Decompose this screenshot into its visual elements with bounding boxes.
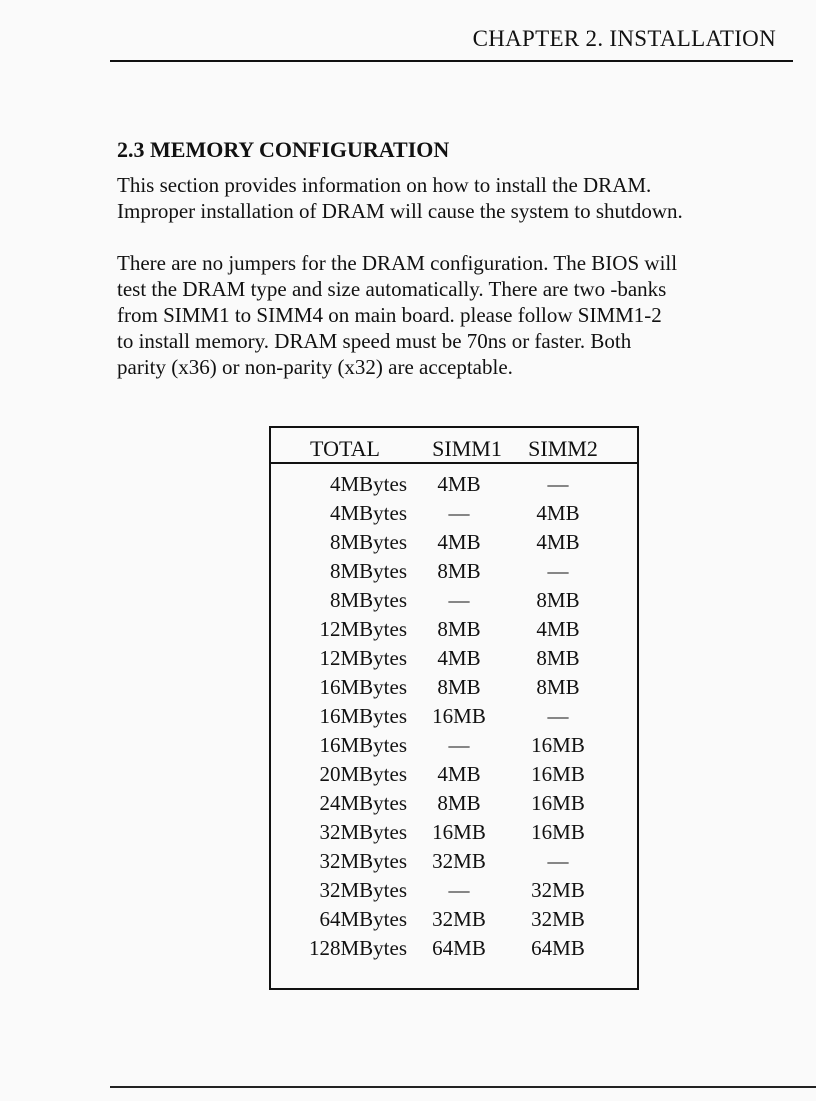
paragraph-line: This section provides information on how to install the DRAM. <box>117 173 652 197</box>
cell-total: 4MBytes <box>329 472 407 496</box>
paragraph-line: to install memory. DRAM speed must be 70ns or faster. Both <box>117 329 632 353</box>
cell-simm1: — <box>448 588 470 612</box>
table-row <box>271 760 637 789</box>
cell-simm2: 8MB <box>536 675 580 699</box>
cell-simm2: — <box>547 559 569 583</box>
paragraph-line: There are no jumpers for the DRAM configuration. The BIOS will <box>117 251 678 275</box>
cell-total: 12MBytes <box>319 617 407 641</box>
cell-simm1: 16MB <box>432 704 486 728</box>
cell-simm2: 16MB <box>531 762 585 786</box>
table-row <box>271 702 637 731</box>
cell-total: 12MBytes <box>319 646 407 670</box>
table-row <box>271 876 637 905</box>
table-row <box>271 586 637 615</box>
paragraph-line: test the DRAM type and size automatically. There are two -banks <box>117 277 667 301</box>
cell-simm1: 4MB <box>437 472 481 496</box>
cell-simm2: — <box>547 849 569 873</box>
cell-simm1: 8MB <box>437 675 481 699</box>
table-row <box>271 557 637 586</box>
cell-simm1: 32MB <box>432 849 486 873</box>
cell-simm1: — <box>448 878 470 902</box>
chapter-header: CHAPTER 2. INSTALLATION <box>472 26 776 51</box>
cell-total: 16MBytes <box>319 733 407 757</box>
cell-total: 32MBytes <box>319 878 407 902</box>
cell-total: 128MBytes <box>308 936 407 960</box>
cell-simm2: 8MB <box>536 588 580 612</box>
cell-total: 8MBytes <box>329 588 407 612</box>
cell-simm1: — <box>448 733 470 757</box>
table-row <box>271 731 637 760</box>
table-row <box>271 789 637 818</box>
table-row <box>271 499 637 528</box>
cell-simm1: 4MB <box>437 762 481 786</box>
cell-total: 4MBytes <box>329 501 407 525</box>
table-header <box>271 428 637 464</box>
cell-total: 8MBytes <box>329 559 407 583</box>
cell-simm2: 16MB <box>531 733 585 757</box>
table-row <box>271 615 637 644</box>
intro-paragraph <box>117 172 797 224</box>
table-row <box>271 934 637 963</box>
table-row <box>271 673 637 702</box>
paragraph-line: parity (x36) or non-parity (x32) are acceptable. <box>117 355 513 379</box>
footer-divider <box>110 1086 816 1088</box>
cell-simm1: 8MB <box>437 559 481 583</box>
cell-simm1: 4MB <box>437 530 481 554</box>
cell-simm2: 4MB <box>536 530 580 554</box>
cell-total: 24MBytes <box>319 791 407 815</box>
cell-simm1: 4MB <box>437 646 481 670</box>
paragraph-line: Improper installation of DRAM will cause the system to shutdown. <box>117 199 683 223</box>
cell-simm2: 4MB <box>536 617 580 641</box>
cell-total: 32MBytes <box>319 820 407 844</box>
header-simm1: SIMM1 <box>432 436 502 461</box>
section-heading: 2.3 MEMORY CONFIGURATION <box>117 137 450 162</box>
cell-simm1: 16MB <box>432 820 486 844</box>
table-row <box>271 528 637 557</box>
table-row <box>271 905 637 934</box>
cell-simm1: 8MB <box>437 791 481 815</box>
cell-simm2: 32MB <box>531 907 585 931</box>
cell-simm2: — <box>547 472 569 496</box>
paragraph-line: from SIMM1 to SIMM4 on main board. please follow SIMM1-2 <box>117 303 662 327</box>
cell-total: 20MBytes <box>319 762 407 786</box>
cell-simm1: 32MB <box>432 907 486 931</box>
cell-simm2: — <box>547 704 569 728</box>
cell-simm2: 64MB <box>531 936 585 960</box>
cell-total: 32MBytes <box>319 849 407 873</box>
jumper-paragraph <box>117 250 797 380</box>
table-row <box>271 847 637 876</box>
table-row <box>271 644 637 673</box>
cell-total: 16MBytes <box>319 704 407 728</box>
header-divider <box>110 60 793 62</box>
cell-simm2: 8MB <box>536 646 580 670</box>
memory-configuration-table <box>269 426 639 990</box>
cell-simm2: 16MB <box>531 820 585 844</box>
header-simm2: SIMM2 <box>528 436 598 461</box>
cell-total: 64MBytes <box>319 907 407 931</box>
table-row <box>271 818 637 847</box>
cell-simm1: 64MB <box>432 936 486 960</box>
cell-simm1: — <box>448 501 470 525</box>
cell-simm2: 16MB <box>531 791 585 815</box>
cell-total: 8MBytes <box>329 530 407 554</box>
cell-simm2: 4MB <box>536 501 580 525</box>
cell-simm1: 8MB <box>437 617 481 641</box>
cell-simm2: 32MB <box>531 878 585 902</box>
header-total: TOTAL <box>310 436 380 461</box>
table-row <box>271 470 637 499</box>
table-body <box>271 464 637 963</box>
cell-total: 16MBytes <box>319 675 407 699</box>
